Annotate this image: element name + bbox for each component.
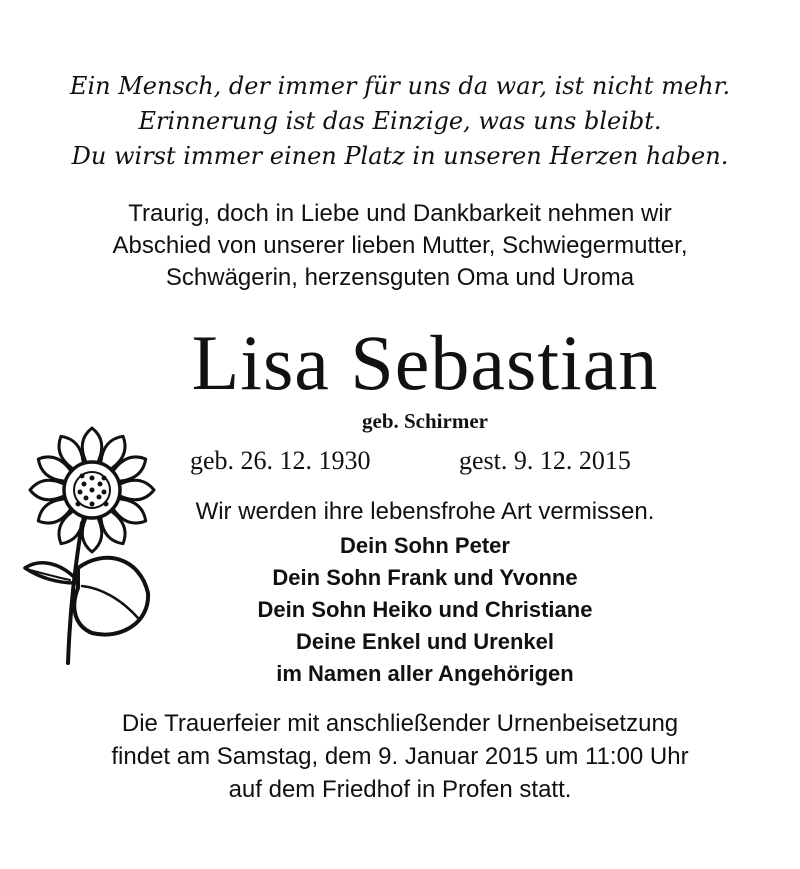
sunflower-seed (82, 482, 87, 487)
mourner-4: Deine Enkel und Urenkel (296, 629, 554, 654)
service-line-3: auf dem Friedhof in Profen statt. (228, 776, 572, 803)
sunflower-petal (82, 428, 102, 461)
mourner-2: Dein Sohn Frank und Yvonne (272, 565, 578, 590)
poem-line-1: Ein Mensch, der immer für uns da war, ist nicht mehr. (69, 72, 731, 100)
mourner-1: Dein Sohn Peter (340, 533, 510, 558)
sunflower-seed (90, 488, 95, 493)
sunflower-seed (98, 482, 103, 487)
birth-date: geb. 26. 12. 1930 (190, 446, 371, 475)
intro-line-3: Schwägerin, herzensguten Oma und Uroma (165, 264, 635, 291)
poem-line-2: Erinnerung ist das Einzige, was uns bleibt. (138, 107, 662, 135)
service-line-1: Die Trauerfeier mit anschließender Urnenbeisetzung (121, 710, 679, 737)
mourner-5: im Namen aller Angehörigen (276, 661, 574, 686)
sunflower-seed (102, 476, 107, 481)
sunflower-petal (121, 480, 154, 500)
sunflower-seed (80, 474, 85, 479)
sunflower-seed (90, 476, 95, 481)
sunflower-seed (78, 490, 83, 495)
death-date: gest. 9. 12. 2015 (459, 446, 631, 475)
sunflower-petal (30, 480, 63, 500)
sunflower-seed (102, 490, 107, 495)
maiden-name: geb. Schirmer (362, 409, 488, 433)
intro-line-1: Traurig, doch in Liebe und Dankbarkeit nehmen wir (128, 200, 672, 227)
deceased-name: Lisa Sebastian (191, 319, 659, 406)
intro-line-2: Abschied von unserer lieben Mutter, Schwiegermutter, (112, 232, 688, 259)
mourner-3: Dein Sohn Heiko und Christiane (257, 597, 593, 622)
remembrance-line: Wir werden ihre lebensfrohe Art vermissen. (195, 498, 655, 525)
poem-line-3: Du wirst immer einen Platz in unseren Herzen haben. (71, 142, 729, 170)
service-line-2: findet am Samstag, dem 9. Januar 2015 um 11:00 Uhr (111, 743, 689, 770)
